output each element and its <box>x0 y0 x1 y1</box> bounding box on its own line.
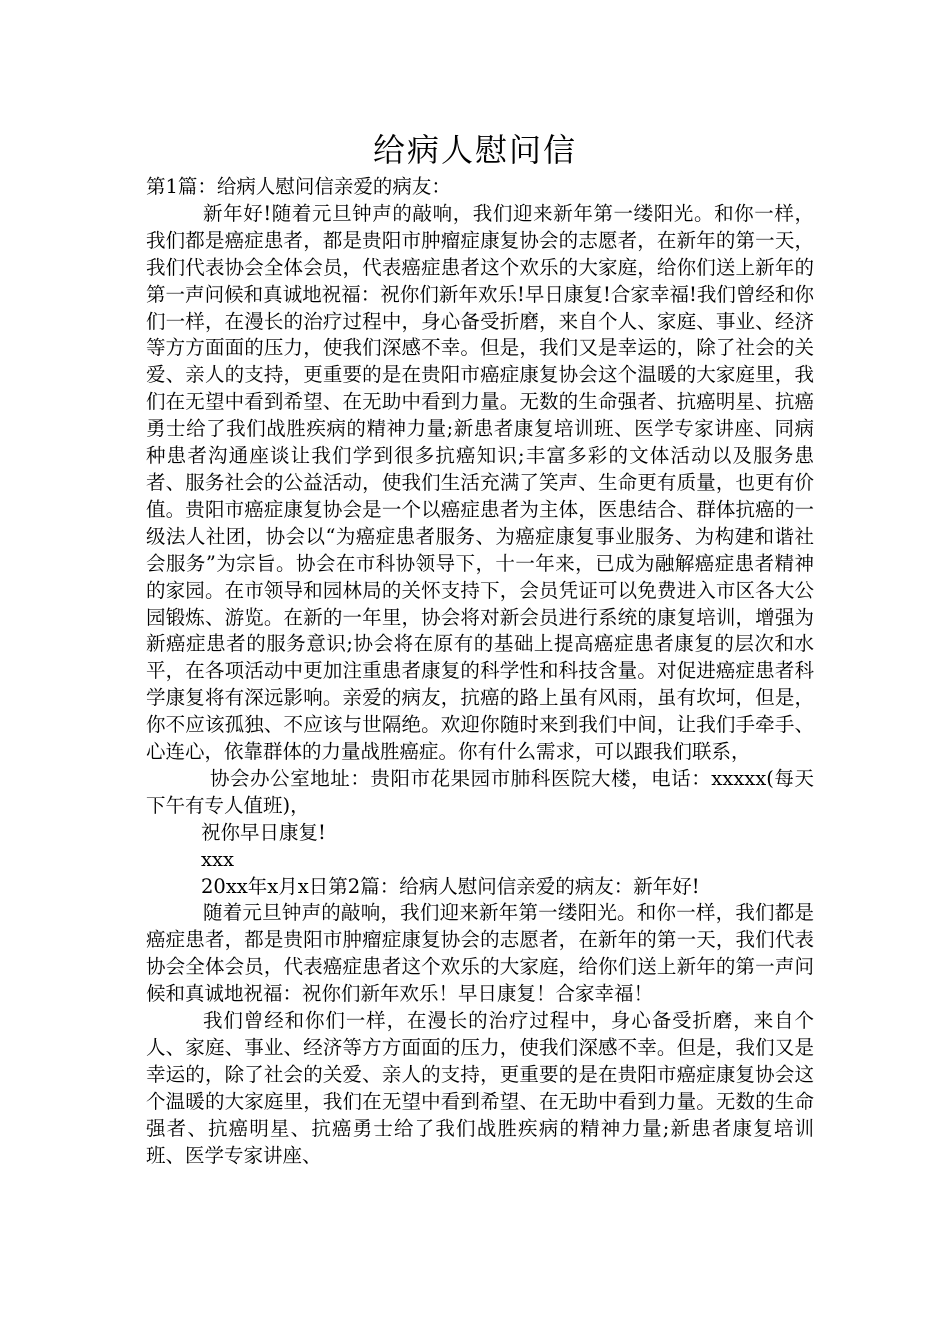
paragraph-wish: 祝你早日康复! <box>201 820 326 844</box>
paragraph-signature: xxx <box>201 847 234 871</box>
paragraph-letter-2-body: 我们曾经和你们一样，在漫长的治疗过程中，身心备受折磨，来自个人、家庭、事业、经济等方方面面的压力，使我们深感不幸。但是，我们又是幸运的，除了社会的关爱、亲人的支持，更重要的是在贵阳市癌症康复协会这个温暖的大家庭里，我们在无望中看到希望、在无助中看到力量。无数的生命强者、抗癌明星、抗癌勇士给了我们战胜疾病的精神力量;新患者康复培训班、医学专家讲座、 <box>146 1009 814 1167</box>
paragraph-address: 协会办公室地址：贵阳市花果园市肺科医院大楼，电话：xxxxx(每天下午有专人值班)， <box>146 766 814 817</box>
paragraph-letter-1: 新年好!随着元旦钟声的敲响，我们迎来新年第一缕阳光。和你一样，我们都是癌症患者，都是贵阳市肿瘤症康复协会的志愿者，在新年的第一天，我们代表协会全体会员，代表癌症患者这个欢乐的大家庭，给你们送上新年的第一声问候和真诚地祝福：祝你们新年欢乐!早日康复!合家幸福!我们曾经和你们一样，在漫长的治疗过程中，身心备受折磨，来自个人、家庭、事业、经济等方方面面的压力，使我们深感不幸。但是，我们又是幸运的，除了社会的关爱、亲人的支持，更重要的是在贵阳市癌症康复协会这个温暖的大家庭里，我们在无望中看到希望、在无助中看到力量。无数的生命强者、抗癌明星、抗癌勇士给了我们战胜疾病的精神力量;新患者康复培训班、医学专家讲座、同病种患者沟通座谈让我们学到很多抗癌知识;丰富多彩的文体活动以及服务患者、服务社会的公益活动，使我们生活充满了笑声、生命更有质量，也更有价值。贵阳市癌症康复协会是一个以癌症患者为主体，医患结合、群体抗癌的一级法人社团，协会以“为癌症患者服务、为癌症康复事业服务、为构建和谐社会服务”为宗旨。协会在市科协领导下，十一年来，已成为融解癌症患者精神的家园。在市领导和园林局的关怀支持下，会员凭证可以免费进入市区各大公园锻炼、游览。在新的一年里，协会将对新会员进行系统的康复培训，增强为新癌症患者的服务意识;协会将在原有的基础上提高癌症患者康复的层次和水平，在各项活动中更加注重患者康复的科学性和科技含量。对促进癌症患者科学康复将有深远影响。亲爱的病友，抗癌的路上虽有风雨，虽有坎坷，但是，你不应该孤独、不应该与世隔绝。欢迎你随时来到我们中间，让我们手牵手、心连心，依靠群体的力量战胜癌症。你有什么需求，可以跟我们联系， <box>146 201 814 764</box>
document-title: 给病人慰问信 <box>372 131 577 169</box>
paragraph-letter-2-intro: 随着元旦钟声的敲响，我们迎来新年第一缕阳光。和你一样，我们都是癌症患者，都是贵阳市肿瘤症康复协会的志愿者，在新年的第一天，我们代表协会全体会员，代表癌症患者这个欢乐的大家庭，给你们送上新年的第一声问候和真诚地祝福：祝你们新年欢乐！早日康复！合家幸福！ <box>146 901 814 1006</box>
document-body <box>146 174 814 1170</box>
paragraph-date-heading-2: 20xx年x月x日第2篇：给病人慰问信亲爱的病友：新年好! <box>201 874 700 898</box>
paragraph-heading-1: 第1篇：给病人慰问信亲爱的病友： <box>146 175 451 198</box>
